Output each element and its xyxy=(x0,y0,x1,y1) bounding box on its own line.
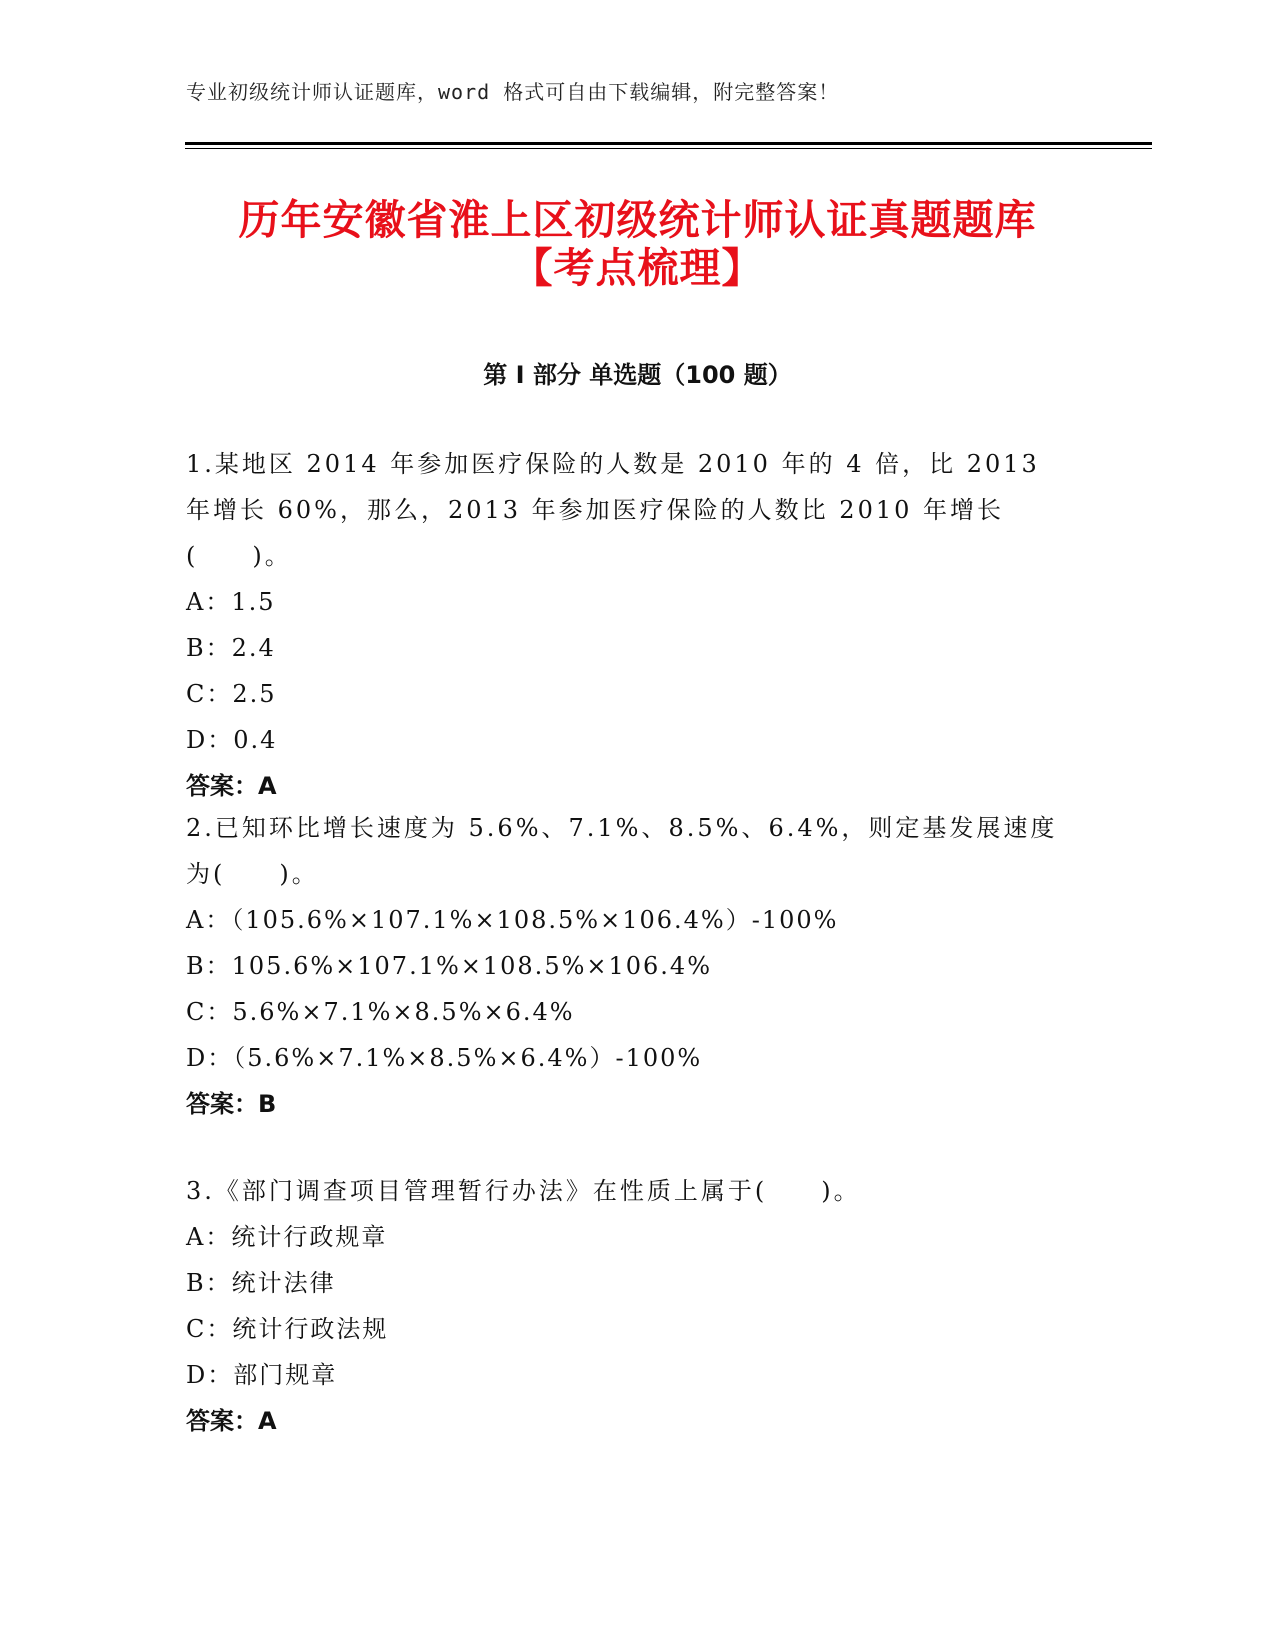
question-block-1 xyxy=(186,441,1066,809)
option-c: C：统计行政法规 xyxy=(186,1315,389,1343)
option-c: C：2.5 xyxy=(186,680,277,708)
option-b: B：2.4 xyxy=(186,634,276,662)
option-d: D：部门规章 xyxy=(186,1361,338,1389)
question-stem: 3.《部门调查项目管理暂行办法》在性质上属于( )。 xyxy=(186,1177,861,1205)
option-a: A：（105.6%×107.1%×108.5%×106.4%）-100% xyxy=(186,906,839,934)
option-d: D：0.4 xyxy=(186,726,278,754)
document-title xyxy=(150,196,1125,292)
document-title-line-2: 【考点梳理】 xyxy=(511,244,764,292)
question-stem: 1.某地区 2014 年参加医疗保险的人数是 2010 年的 4 倍，比 2013 年增长 60%，那么，2013 年参加医疗保险的人数比 2010 年增长( )。 xyxy=(186,450,1040,570)
option-d: D：（5.6%×7.1%×8.5%×6.4%）-100% xyxy=(186,1044,703,1072)
header-divider-thin xyxy=(185,148,1152,149)
option-b: B：105.6%×107.1%×108.5%×106.4% xyxy=(186,952,713,980)
option-a: A：1.5 xyxy=(186,588,276,616)
option-b: B：统计法律 xyxy=(186,1269,336,1297)
question-stem: 2.已知环比增长速度为 5.6%、7.1%、8.5%、6.4%，则定基发展速度为( )。 xyxy=(186,814,1058,888)
header-note: 专业初级统计师认证题库，word 格式可自由下载编辑，附完整答案！ xyxy=(186,80,840,104)
answer-line: 答案：B xyxy=(186,1090,277,1118)
option-a: A：统计行政规章 xyxy=(186,1223,388,1251)
question-block-2 xyxy=(186,805,1066,1127)
option-c: C：5.6%×7.1%×8.5%×6.4% xyxy=(186,998,575,1026)
question-block-3 xyxy=(186,1168,1066,1444)
answer-line: 答案：A xyxy=(186,772,277,800)
answer-line: 答案：A xyxy=(186,1407,277,1435)
document-title-line-1: 历年安徽省淮上区初级统计师认证真题题库 xyxy=(238,196,1037,244)
header-divider-thick xyxy=(185,142,1152,145)
section-title: 第 I 部分 单选题（100 题） xyxy=(483,361,792,389)
